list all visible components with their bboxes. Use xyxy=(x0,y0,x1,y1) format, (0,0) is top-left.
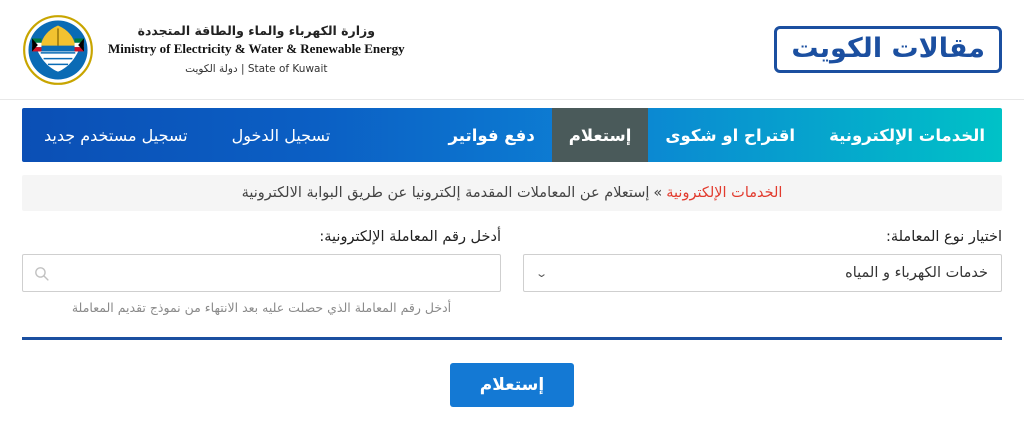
nav-item-label: دفع فواتير xyxy=(448,125,535,145)
nav-item-label: تسجيل مستخدم جديد xyxy=(44,125,188,145)
nav-item-register[interactable] xyxy=(22,108,210,162)
nav-item-login[interactable] xyxy=(210,108,353,162)
search-icon xyxy=(33,265,50,282)
nav-item-inquiry[interactable] xyxy=(552,108,649,162)
breadcrumb-link-eservices[interactable]: الخدمات الإلكترونية xyxy=(666,185,783,201)
nav-item-label: اقتراح او شكوى xyxy=(665,125,796,145)
ministry-text-block xyxy=(108,22,405,77)
site-logo-text: مقالات الكويت xyxy=(791,32,985,64)
nav-item-label: الخدمات الإلكترونية xyxy=(829,125,985,145)
nav-item-suggestion-complaint[interactable] xyxy=(648,108,812,162)
transaction-type-value: خدمات الكهرباء و المياه xyxy=(845,265,988,281)
breadcrumb xyxy=(22,175,1002,211)
kuwait-state-emblem-icon xyxy=(22,14,94,86)
ministry-name-arabic: وزارة الكهرباء والماء والطاقة المتجددة xyxy=(137,22,376,38)
inquiry-submit-button[interactable]: إستعلام xyxy=(450,363,574,407)
nav-secondary-group xyxy=(22,108,352,162)
breadcrumb-separator: » xyxy=(653,185,663,201)
nav-item-label: تسجيل الدخول xyxy=(231,125,331,145)
transaction-type-field xyxy=(523,229,1002,315)
transaction-type-label: اختيار نوع المعاملة: xyxy=(885,229,1002,245)
transaction-number-field xyxy=(22,229,501,315)
submit-row xyxy=(0,340,1024,407)
chevron-down-icon: ⌄ xyxy=(535,266,549,280)
nav-primary-group xyxy=(432,108,1003,162)
nav-item-pay-bills[interactable] xyxy=(432,108,552,162)
transaction-number-input[interactable] xyxy=(50,255,490,291)
ministry-state-label: State of Kuwait | دولة الكويت xyxy=(185,62,328,75)
main-navigation xyxy=(22,108,1002,162)
breadcrumb-current: إستعلام عن المعاملات المقدمة إلكترونيا عن طريق البوابة الالكترونية xyxy=(241,185,650,201)
transaction-number-hint: أدخل رقم المعاملة الذي حصلت عليه بعد الانتهاء من نموذج تقديم المعاملة xyxy=(71,300,452,315)
ministry-name-english: Ministry of Electricity & Water & Renewable Energy xyxy=(108,41,405,57)
nav-wrapper xyxy=(0,100,1024,162)
nav-item-eservices[interactable] xyxy=(812,108,1002,162)
nav-item-label: إستعلام xyxy=(568,125,632,145)
page-header xyxy=(0,0,1024,100)
inquiry-form xyxy=(22,211,1002,315)
transaction-number-input-wrapper[interactable] xyxy=(22,254,501,292)
ministry-branding xyxy=(22,14,405,86)
site-logo[interactable] xyxy=(774,26,1002,74)
transaction-number-label: أدخل رقم المعاملة الإلكترونية: xyxy=(319,229,501,245)
transaction-type-select[interactable] xyxy=(523,254,1002,292)
